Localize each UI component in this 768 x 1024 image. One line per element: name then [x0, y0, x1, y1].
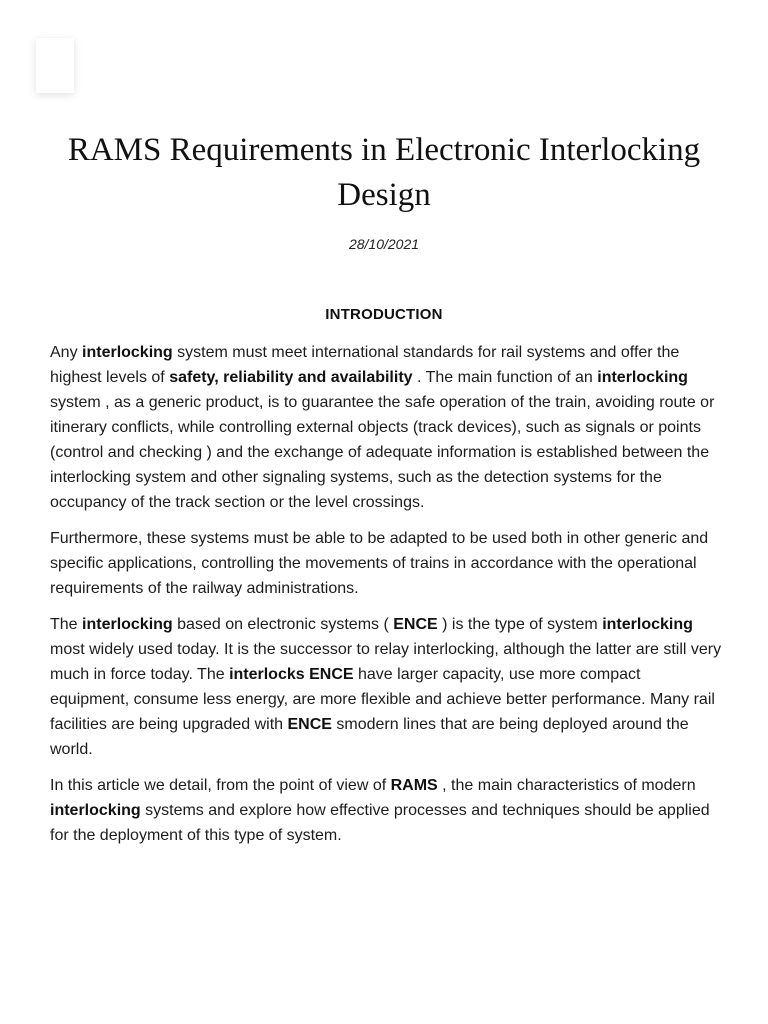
bold-term: interlocking — [602, 616, 693, 633]
section-heading: INTRODUCTION — [325, 306, 443, 323]
bold-term: ENCE — [287, 716, 332, 733]
bold-term: ENCE — [393, 616, 438, 633]
article-body — [50, 340, 722, 859]
bold-term: RAMS — [390, 777, 438, 794]
bold-term: safety, reliability and availability — [169, 369, 413, 386]
paragraph: Furthermore, these systems must be able to be adapted to be used both in other generic and specific applications, controlling the movements of trains in accordance with the operational requirements of the railway administrations. — [50, 530, 709, 597]
bold-term: interlocks ENCE — [229, 666, 354, 683]
menu-button[interactable] — [36, 38, 74, 93]
bold-term: interlocking — [82, 616, 173, 633]
paragraph: Any interlocking system must meet international standards for rail systems and offer the highest levels of safety, reliability and availability . The main function of an interlocking system , as a generic product, is to guarantee the safe operation of the train, avoiding route or itinerary conflicts, while controlling external objects (track devices), such as signals or points (control and checking ) and the exchange of adequate information is established between the interlocking system and other signaling systems, such as the detection systems for the occupancy of the track section or the level crossings. — [50, 344, 715, 511]
bold-term: interlocking — [597, 369, 688, 386]
bold-term: interlocking — [82, 344, 173, 361]
paragraph: In this article we detail, from the point of view of RAMS , the main characteristics of modern interlocking systems and explore how effective processes and techniques should be applied for the deployment of this type of system. — [50, 777, 710, 844]
article-date: 28/10/2021 — [348, 236, 420, 252]
article-title: RAMS Requirements in Electronic Interlocking Design — [67, 132, 701, 213]
paragraph: The interlocking based on electronic systems ( ENCE ) is the type of system interlocking most widely used today. It is the successor to relay interlocking, although the latter are still very much in force today. The interlocks ENCE have larger capacity, use more compact equipment, consume less energy, are more flexible and achieve better performance. Many rail facilities are being upgraded with ENCE smodern lines that are being deployed around the world. — [50, 616, 722, 758]
bold-term: interlocking — [50, 802, 141, 819]
